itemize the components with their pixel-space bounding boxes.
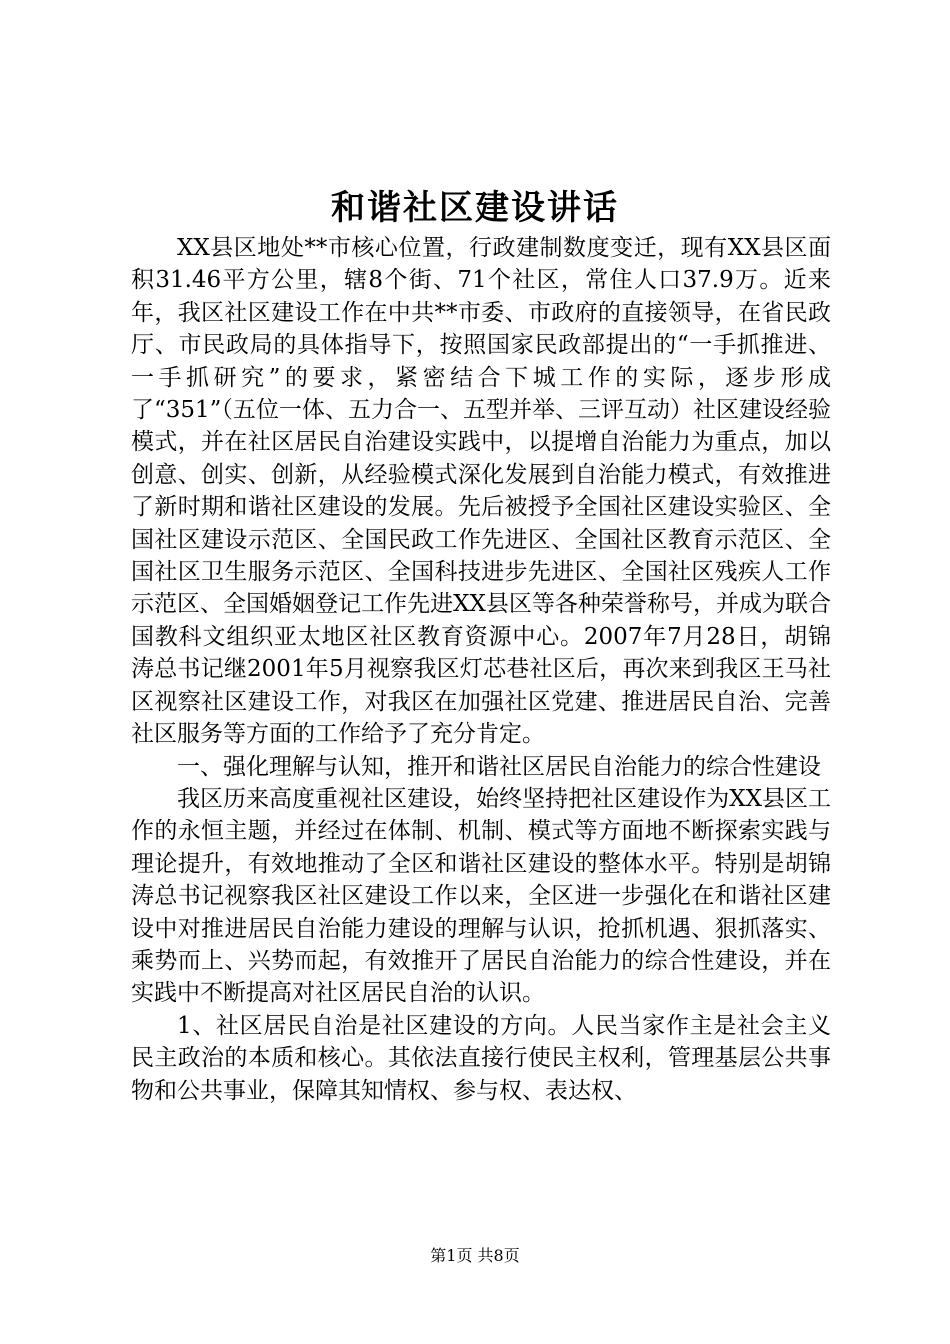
paragraph-intro: XX县区地处**市核心位置，行政建制数度变迁，现有XX县区面积31.46平方公里，辖8个街、71个社区，常住人口37.9万。近来年，我区社区建设工作在中共**市委、市政府的直接领导，在省民政厅、市民政局的具体指导下，按照国家民政部提出的“一手抓推进、一手抓研究”的要求，紧密结合下城工作的实际，逐步形成了“351”（五位一体、五力合一、五型并举、三评互动）社区建设经验模式，并在社区居民自治建设实践中，以提增自治能力为重点，加以创意、创实、创新，从经验模式深化发展到自治能力模式，有效推进了新时期和谐社区建设的发展。先后被授予全国社区建设实验区、全国社区建设示范区、全国民政工作先进区、全国社区教育示范区、全国社区卫生服务示范区、全国科技进步先进区、全国社区残疾人工作示范区、全国婚姻登记工作先进XX县区等各种荣誉称号，并成为联合国教科文组织亚太地区社区教育资源中心。2007年7月28日，胡锦涛总书记继2001年5月视察我区灯芯巷社区后，再次来到我区王马社区视察社区建设工作，对我区在加强社区党建、推进居民自治、完善社区服务等方面的工作给予了充分肯定。 [131, 235, 831, 748]
page-footer: 第1页 共8页 [430, 1246, 520, 1265]
document-title: 和谐社区建设讲话 [331, 188, 619, 228]
section-heading-1: 一、强化理解与认知，推开和谐社区居民自治能力的综合性建设 [177, 753, 821, 780]
paragraph-point-1: 1、社区居民自治是社区建设的方向。人民当家作主是社会主义民主政治的本质和核心。其依法直接行使民主权利，管理基层公共事物和公共事业，保障其知情权、参与权、表达权、 [131, 1012, 831, 1104]
paragraph-section-1: 我区历来高度重视社区建设，始终坚持把社区建设作为XX县区工作的永恒主题，并经过在体制、机制、模式等方面地不断探索实践与理论提升，有效地推动了全区和谐社区建设的整体水平。特别是胡锦涛总书记视察我区社区建设工作以来，全区进一步强化在和谐社区建设中对推进居民自治能力建设的理解与认识，抢抓机遇、狠抓落实、乘势而上、兴势而起，有效推开了居民自治能力的综合性建设，并在实践中不断提高对社区居民自治的认识。 [131, 785, 831, 1007]
document-body [131, 232, 831, 1107]
